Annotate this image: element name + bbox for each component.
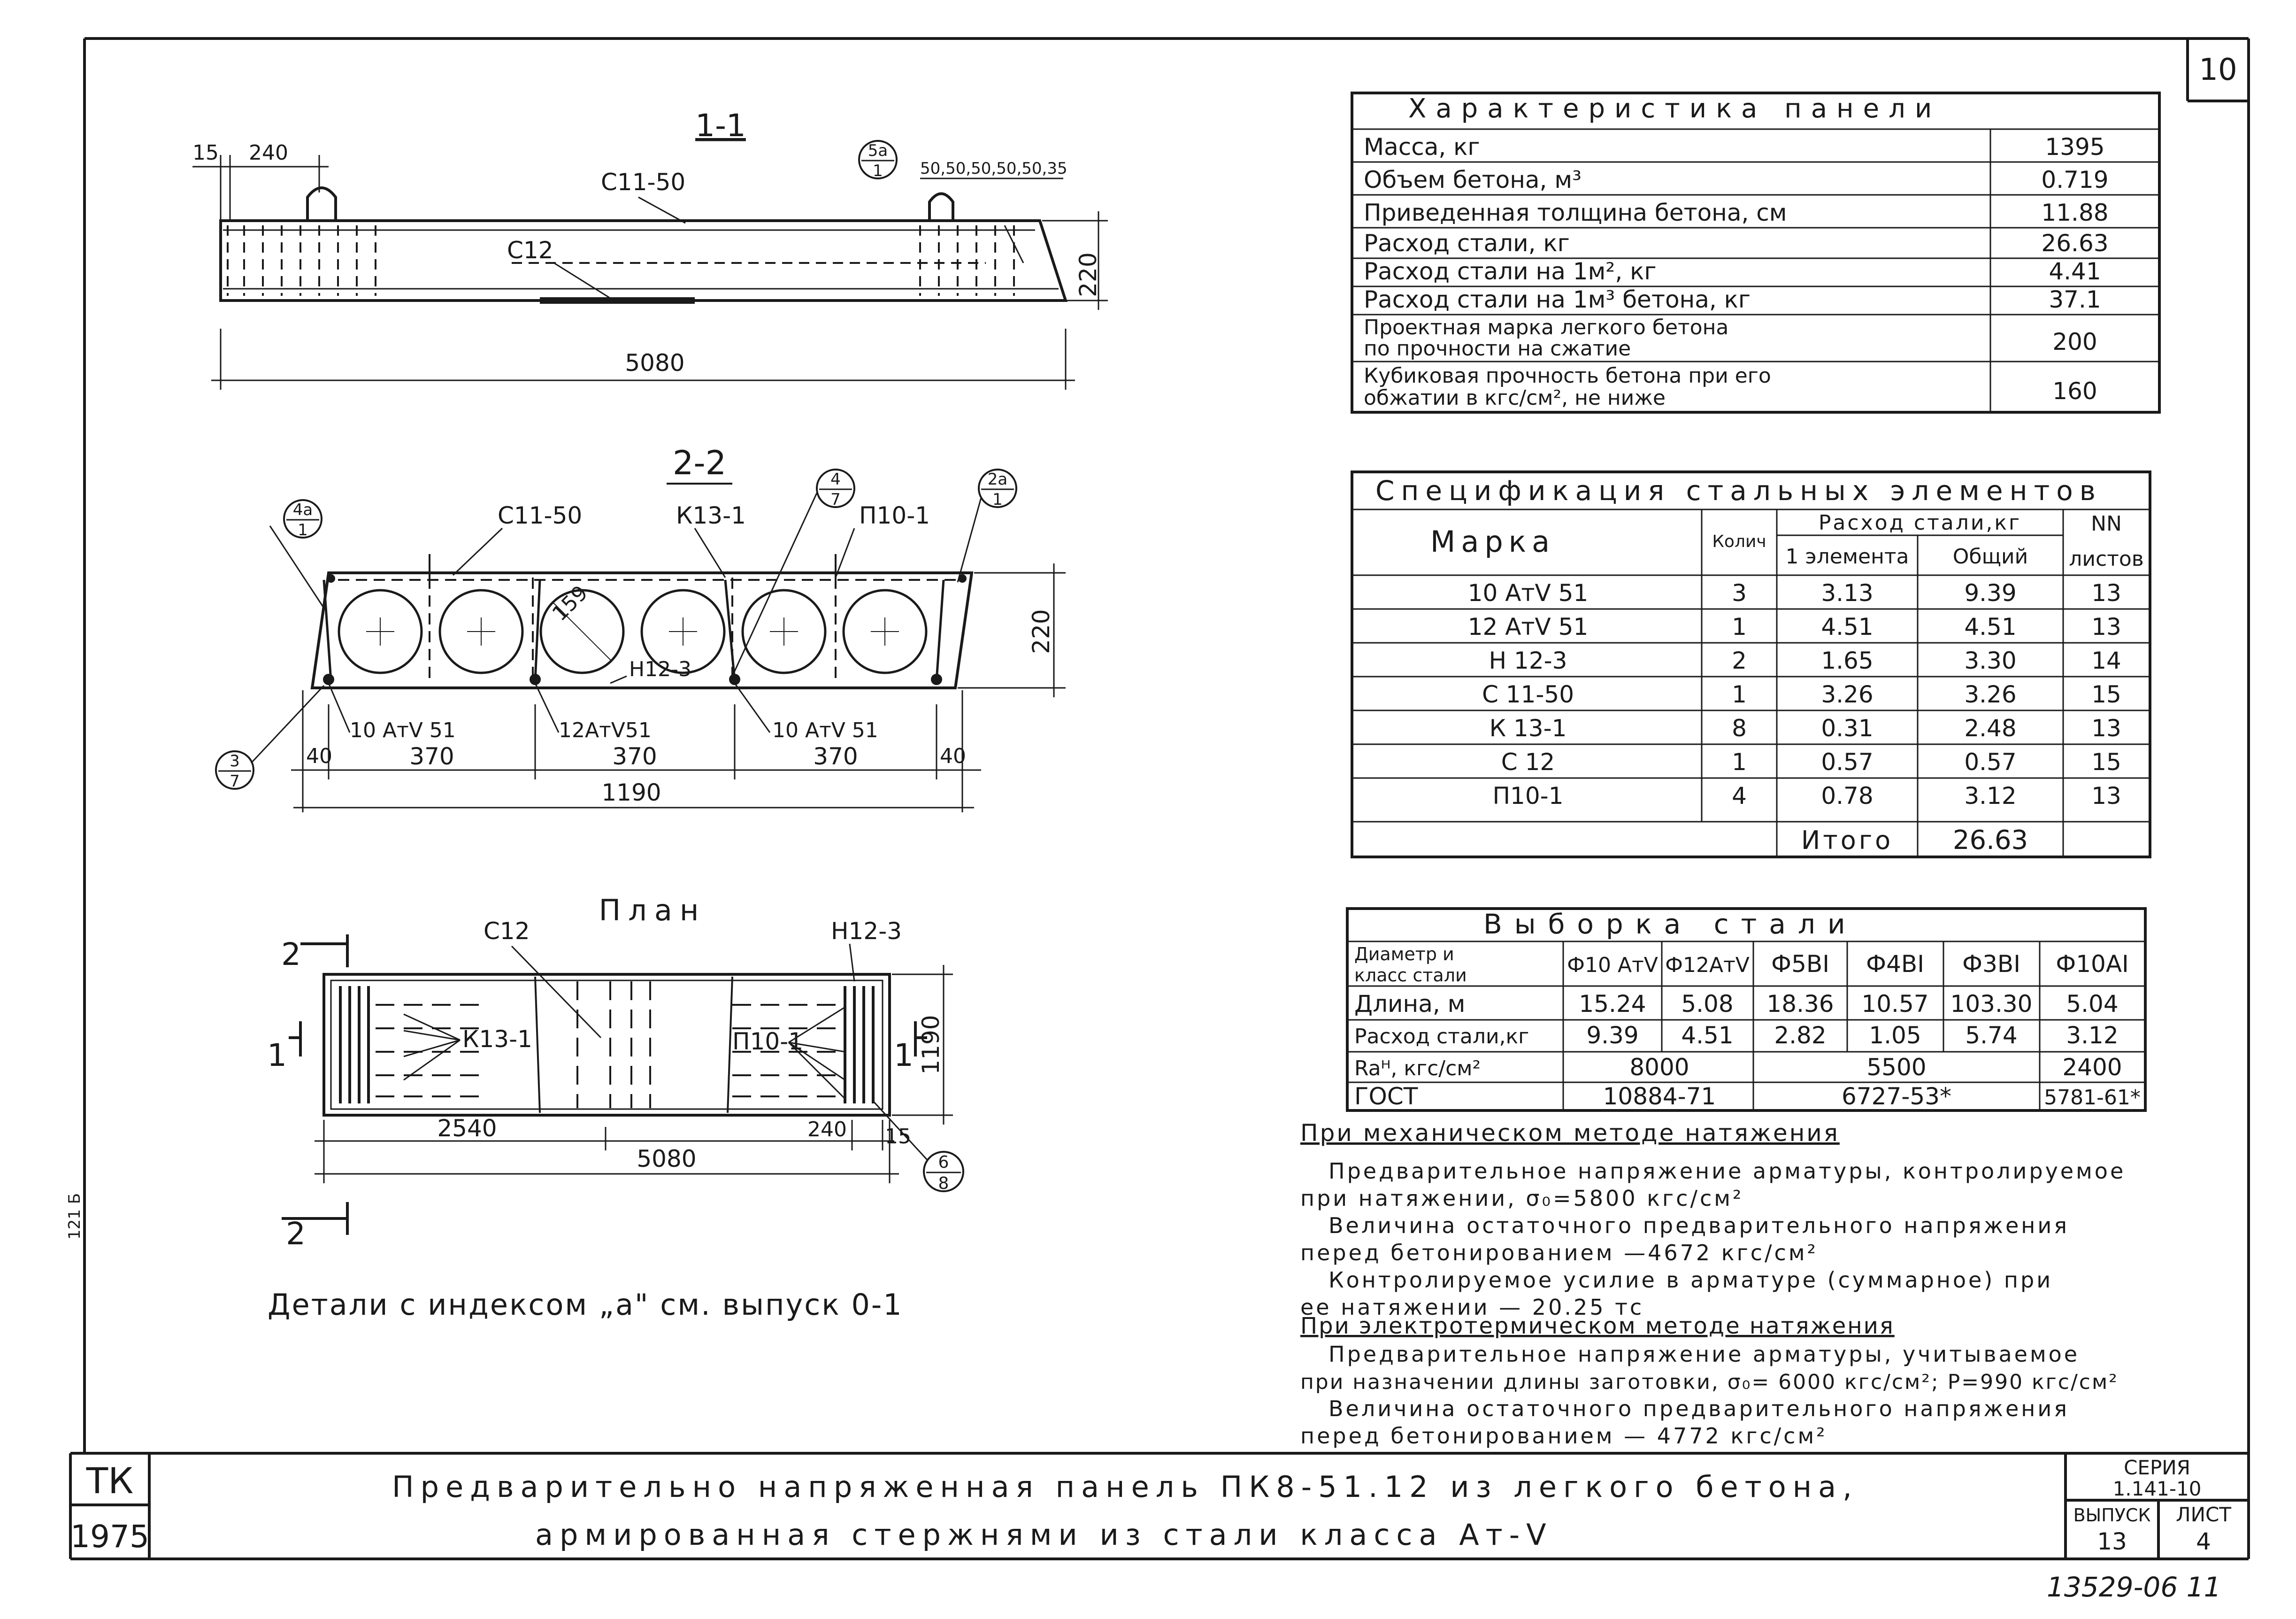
- dim-1190-plan: 1190: [917, 1015, 945, 1075]
- svg-text:5500: 5500: [1866, 1054, 1927, 1081]
- cut-2-top: 2: [281, 936, 301, 972]
- dim-40-right: 40: [940, 744, 966, 768]
- dim-240-s1: 240: [249, 141, 288, 165]
- svg-text:Расход стали,кг: Расход стали,кг: [1354, 1025, 1529, 1048]
- dim-370-3: 370: [813, 743, 858, 770]
- mech-method-title: При механическом методе натяжения: [1300, 1119, 1840, 1147]
- section-1-1-title: 1-1: [695, 108, 746, 144]
- label-c11-50-s2: С11-50: [498, 502, 583, 529]
- svg-text:Длина, м: Длина, м: [1354, 990, 1466, 1018]
- svg-text:1.05: 1.05: [1869, 1022, 1921, 1049]
- svg-text:при назначении длины заготовки: при назначении длины заготовки, σ₀= 6000 кгс/см²; Р=990 кгс/см²: [1300, 1370, 2119, 1394]
- archive-code: 13529-06 11: [2047, 1571, 2221, 1603]
- label-c12-s1: С12: [507, 237, 553, 264]
- plan-title: План: [599, 893, 706, 927]
- svg-text:Ф10АI: Ф10АI: [2056, 950, 2129, 978]
- dim-370-2: 370: [612, 743, 657, 770]
- svg-text:3.26: 3.26: [1964, 681, 2017, 708]
- svg-text:3: 3: [230, 752, 240, 771]
- svg-text:8: 8: [938, 1174, 949, 1193]
- svg-text:5а: 5а: [868, 141, 888, 160]
- svg-text:13: 13: [2091, 715, 2121, 742]
- svg-text:ее натяжении — 20.25 тс: ее натяжении — 20.25 тс: [1300, 1295, 1644, 1320]
- svg-text:Приведенная толщина бетона, см: Приведенная толщина бетона, см: [1364, 199, 1787, 226]
- section-1-1: [192, 108, 1108, 390]
- svg-text:Расход стали,кг: Расход стали,кг: [1818, 511, 2022, 535]
- svg-text:0.57: 0.57: [1821, 748, 1874, 776]
- svg-text:12 АтⅤ 51: 12 АтⅤ 51: [1467, 613, 1589, 640]
- svg-text:3: 3: [1732, 579, 1747, 607]
- svg-text:9.39: 9.39: [1964, 579, 2017, 607]
- dim-370-1: 370: [409, 743, 454, 770]
- svg-text:11.88: 11.88: [2041, 199, 2109, 226]
- dim-220-s1: 220: [1075, 252, 1102, 297]
- details-note: Детали с индексом „а" см. выпуск 0-1: [268, 1287, 903, 1322]
- list-value: 4: [2196, 1528, 2211, 1555]
- svg-text:Марка: Марка: [1430, 524, 1556, 559]
- svg-text:К 13-1: К 13-1: [1489, 715, 1567, 742]
- svg-text:8: 8: [1732, 715, 1747, 742]
- svg-text:4а: 4а: [292, 501, 313, 519]
- callout-2a: [958, 470, 1016, 582]
- svg-text:обжатии в кгс/см², не ниже: обжатии в кгс/см², не ниже: [1364, 386, 1666, 410]
- dim-2540: 2540: [437, 1115, 497, 1142]
- cut-2-bottom: 2: [286, 1216, 306, 1252]
- svg-text:0.719: 0.719: [2041, 166, 2109, 193]
- dim-5080-plan: 5080: [637, 1145, 697, 1172]
- svg-text:3.30: 3.30: [1964, 647, 2017, 674]
- svg-text:1 элемента: 1 элемента: [1785, 545, 1909, 569]
- characteristics-table: [1352, 93, 2159, 412]
- dim-1190-s2: 1190: [601, 779, 661, 806]
- svg-text:6727-53*: 6727-53*: [1842, 1083, 1951, 1110]
- svg-text:1: 1: [1732, 613, 1747, 640]
- svg-text:26.63: 26.63: [1952, 825, 2028, 856]
- svg-text:Проектная марка легкого бетона: Проектная марка легкого бетона: [1364, 316, 1729, 339]
- label-k13-1-s2: К13-1: [676, 502, 746, 529]
- cut-1-left: 1: [267, 1037, 287, 1073]
- label-bar-a: 10 АтⅤ 51: [350, 718, 456, 742]
- sheet-frame: [70, 39, 2249, 1559]
- svg-text:4.51: 4.51: [1821, 613, 1874, 640]
- dim-chain-s1: 50,50,50,50,50,35: [920, 159, 1067, 178]
- seriya-value: 1.141-10: [2112, 1477, 2202, 1500]
- dim-40-left: 40: [306, 744, 332, 768]
- label-bar-b: 12АтⅤ51: [559, 718, 652, 742]
- svg-text:2а: 2а: [987, 470, 1008, 489]
- svg-text:1: 1: [1732, 748, 1747, 776]
- label-p10-1-s2: П10-1: [859, 502, 930, 529]
- specification-title: Спецификация стальных элементов: [1375, 475, 2102, 507]
- svg-text:Ф10 АтⅤ: Ф10 АтⅤ: [1567, 953, 1658, 977]
- specification-table: [1352, 472, 2150, 857]
- svg-text:5.04: 5.04: [2066, 990, 2119, 1018]
- svg-text:2.48: 2.48: [1964, 715, 2017, 742]
- title-line-1: Предварительно напряженная панель ПК8-51.12 из легкого бетона,: [392, 1470, 1858, 1504]
- svg-text:1: 1: [298, 521, 308, 540]
- svg-text:Расход стали, кг: Расход стали, кг: [1364, 230, 1570, 257]
- seriya-label: СЕРИЯ: [2124, 1456, 2190, 1479]
- label-n12-3-plan: Н12-3: [831, 917, 902, 945]
- label-n12-3-s2: Н12-3: [629, 657, 691, 681]
- svg-text:С 12: С 12: [1501, 748, 1555, 776]
- svg-text:5.74: 5.74: [1965, 1022, 2018, 1049]
- svg-text:С 11-50: С 11-50: [1482, 681, 1574, 708]
- svg-text:14: 14: [2091, 647, 2121, 674]
- dim-15-plan: 15: [885, 1125, 911, 1149]
- svg-text:1: 1: [992, 490, 1003, 509]
- vypusk-value: 13: [2097, 1528, 2127, 1555]
- svg-text:Итого: Итого: [1801, 825, 1894, 855]
- svg-text:15: 15: [2091, 681, 2121, 708]
- svg-text:3.26: 3.26: [1821, 681, 1874, 708]
- svg-text:Raᴴ, кгс/см²: Raᴴ, кгс/см²: [1354, 1056, 1481, 1080]
- svg-text:9.39: 9.39: [1586, 1022, 1639, 1049]
- plan-view: [267, 893, 963, 1252]
- svg-text:15: 15: [2091, 748, 2121, 776]
- svg-text:Объем бетона, м³: Объем бетона, м³: [1364, 166, 1582, 193]
- svg-text:листов: листов: [2069, 547, 2144, 571]
- svg-text:0.57: 0.57: [1964, 748, 2017, 776]
- margin-mark: 121 Б: [65, 1193, 84, 1240]
- label-k13-1-plan: К13-1: [462, 1025, 532, 1053]
- characteristics-title: Характеристика панели: [1408, 93, 1942, 124]
- svg-text:200: 200: [2052, 328, 2097, 355]
- steel-selection-title: Выборка стали: [1483, 908, 1858, 940]
- year-mark: 1975: [70, 1519, 149, 1555]
- svg-text:1: 1: [1732, 681, 1747, 708]
- label-c12-plan: С12: [484, 917, 530, 945]
- svg-text:5781-61*: 5781-61*: [2044, 1086, 2141, 1110]
- svg-text:Контролируемое усилие в армату: Контролируемое усилие в арматуре (суммарное) при: [1328, 1267, 2053, 1293]
- label-bar-c: 10 АтⅤ 51: [772, 718, 878, 742]
- svg-text:3.12: 3.12: [2066, 1022, 2119, 1049]
- svg-text:Величина остаточного предварит: Величина остаточного предварительного напряжения: [1328, 1396, 2069, 1421]
- svg-text:Предварительное напряжение арм: Предварительное напряжение арматуры, контролируемое: [1328, 1158, 2126, 1184]
- svg-text:10.57: 10.57: [1861, 990, 1929, 1018]
- svg-text:3.13: 3.13: [1821, 579, 1874, 607]
- svg-text:Ф3ВI: Ф3ВI: [1962, 950, 2020, 978]
- svg-text:6: 6: [938, 1153, 949, 1172]
- svg-text:П10-1: П10-1: [1492, 782, 1564, 810]
- svg-text:Предварительное напряжение арм: Предварительное напряжение арматуры, учитываемое: [1328, 1341, 2080, 1367]
- tk-mark: ТК: [86, 1460, 134, 1502]
- svg-text:7: 7: [230, 772, 240, 791]
- label-p10-1-plan: П10-1: [732, 1028, 804, 1055]
- svg-text:4: 4: [830, 470, 841, 489]
- svg-text:Общий: Общий: [1952, 545, 2028, 569]
- steel-selection-table: [1347, 908, 2145, 1110]
- svg-text:Масса, кг: Масса, кг: [1364, 133, 1480, 161]
- dim-220-s2: 220: [1028, 609, 1055, 654]
- svg-text:Ф5ВI: Ф5ВI: [1771, 950, 1829, 978]
- svg-text:NN: NN: [2091, 512, 2122, 536]
- svg-text:перед бетонированием — 4772 кг: перед бетонированием — 4772 кгс/см²: [1300, 1423, 1828, 1449]
- svg-text:0.78: 0.78: [1821, 782, 1874, 810]
- svg-text:10884-71: 10884-71: [1603, 1083, 1716, 1110]
- svg-text:2400: 2400: [2062, 1054, 2122, 1081]
- svg-text:Ф4ВI: Ф4ВI: [1866, 950, 1924, 978]
- svg-text:7: 7: [830, 490, 841, 509]
- svg-text:4: 4: [1732, 782, 1747, 810]
- callout-3-7: [216, 686, 324, 791]
- svg-text:2.82: 2.82: [1774, 1022, 1827, 1049]
- svg-text:2: 2: [1732, 647, 1747, 674]
- list-label: ЛИСТ: [2176, 1503, 2231, 1526]
- svg-text:Величина остаточного предварит: Величина остаточного предварительного напряжения: [1328, 1213, 2069, 1238]
- dim-5080-s1: 5080: [625, 349, 685, 377]
- dim-159: 159: [547, 581, 593, 626]
- svg-text:по прочности на сжатие: по прочности на сжатие: [1364, 337, 1631, 361]
- svg-text:Диаметр и: Диаметр и: [1354, 944, 1454, 964]
- title-line-2: армированная стержнями из стали класса Ат-Ⅴ: [535, 1518, 1553, 1552]
- section-2-2-title: 2-2: [672, 444, 727, 482]
- svg-text:160: 160: [2052, 378, 2097, 405]
- svg-text:10 АтⅤ 51: 10 АтⅤ 51: [1467, 579, 1589, 607]
- svg-text:3.12: 3.12: [1964, 782, 2017, 810]
- cut-1-right: 1: [894, 1037, 914, 1073]
- svg-text:26.63: 26.63: [2041, 230, 2109, 257]
- svg-text:Ф12АтⅤ: Ф12АтⅤ: [1665, 953, 1750, 977]
- svg-text:103.30: 103.30: [1950, 990, 2033, 1018]
- svg-text:класс стали: класс стали: [1354, 965, 1467, 986]
- svg-text:Колич: Колич: [1712, 532, 1766, 551]
- svg-text:18.36: 18.36: [1766, 990, 1834, 1018]
- svg-text:ГОСТ: ГОСТ: [1354, 1083, 1418, 1110]
- svg-text:13: 13: [2091, 782, 2121, 810]
- svg-text:при натяжении, σ₀=5800 кгс/см²: при натяжении, σ₀=5800 кгс/см²: [1300, 1186, 1744, 1211]
- svg-text:4.41: 4.41: [2049, 258, 2101, 285]
- svg-text:15.24: 15.24: [1579, 990, 1646, 1018]
- svg-text:8000: 8000: [1629, 1054, 1689, 1081]
- svg-text:Расход стали на 1м³ бетона, кг: Расход стали на 1м³ бетона, кг: [1364, 286, 1751, 313]
- electro-method-title: При электротермическом методе натяжения: [1300, 1313, 1895, 1339]
- svg-text:Расход стали на 1м², кг: Расход стали на 1м², кг: [1364, 258, 1657, 285]
- svg-text:37.1: 37.1: [2049, 286, 2101, 313]
- svg-text:Кубиковая прочность бетона при: Кубиковая прочность бетона при его: [1364, 364, 1771, 388]
- label-c11-50-s1: С11-50: [601, 169, 686, 196]
- svg-text:5.08: 5.08: [1681, 990, 1734, 1018]
- svg-text:4.51: 4.51: [1681, 1022, 1734, 1049]
- section-2-2: [216, 444, 1066, 812]
- svg-text:1395: 1395: [2045, 133, 2105, 161]
- svg-text:4.51: 4.51: [1964, 613, 2017, 640]
- svg-text:1: 1: [873, 162, 883, 180]
- tension-notes: [1300, 1119, 2126, 1449]
- sheet-number: 10: [2199, 53, 2237, 87]
- svg-text:0.31: 0.31: [1821, 715, 1874, 742]
- dim-15-s1: 15: [192, 141, 219, 165]
- callout-4a: [270, 500, 324, 608]
- vypusk-label: ВЫПУСК: [2073, 1505, 2151, 1526]
- svg-text:1.65: 1.65: [1821, 647, 1874, 674]
- svg-text:перед бетонированием —4672 кгс: перед бетонированием —4672 кгс/см²: [1300, 1240, 1818, 1265]
- svg-text:13: 13: [2091, 613, 2121, 640]
- svg-text:13: 13: [2091, 579, 2121, 607]
- svg-text:Н 12-3: Н 12-3: [1489, 647, 1567, 674]
- dim-240-plan: 240: [807, 1118, 847, 1141]
